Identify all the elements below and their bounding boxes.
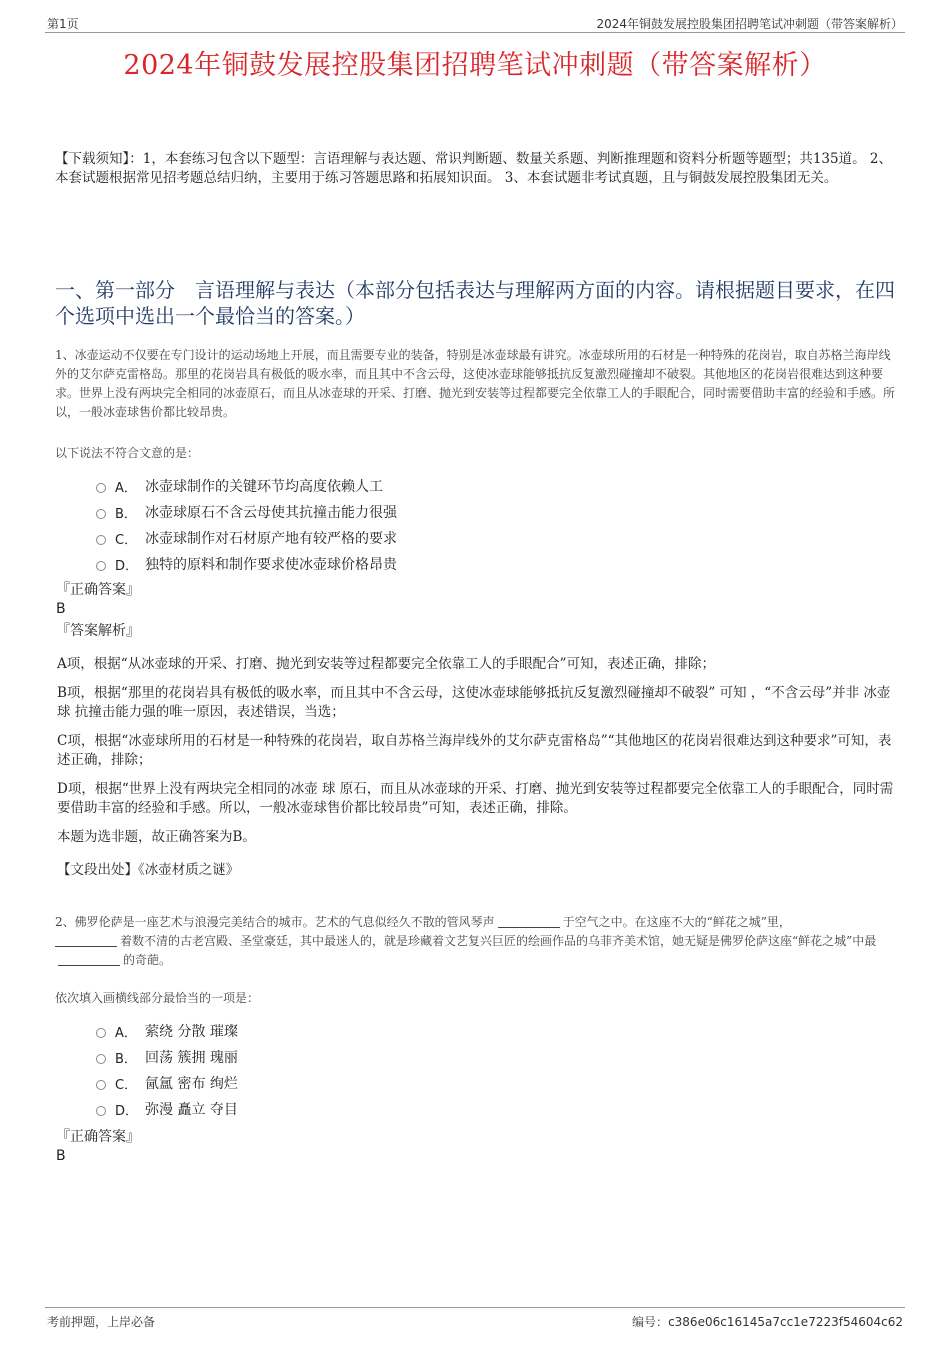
radio-icon[interactable] xyxy=(96,1054,106,1064)
option-letter: D． xyxy=(115,558,139,574)
question-2-options xyxy=(96,1018,238,1122)
footer-slogan: 考前押题，上岸必备 xyxy=(47,1315,156,1329)
radio-icon[interactable] xyxy=(96,1028,106,1038)
page-title: 2024年铜鼓发展控股集团招聘笔试冲刺题（带答案解析） xyxy=(123,50,827,81)
option-text: 氤氲 密布 绚烂 xyxy=(145,1076,238,1092)
question-1-options xyxy=(96,473,397,577)
question-1-analysis xyxy=(57,655,898,890)
question-2-option-c[interactable] xyxy=(96,1070,238,1096)
question-2-option-d[interactable] xyxy=(96,1096,238,1122)
page-header xyxy=(45,14,905,33)
option-text: 萦绕 分散 璀璨 xyxy=(145,1024,238,1040)
header-doc-title: 2024年铜鼓发展控股集团招聘笔试冲刺题（带答案解析） xyxy=(596,17,903,31)
question-1-option-d[interactable] xyxy=(96,551,397,577)
option-letter: C． xyxy=(115,1077,138,1093)
option-letter: A． xyxy=(115,1025,137,1041)
page-footer xyxy=(45,1307,905,1328)
answer-label: 『正确答案』 xyxy=(56,1129,140,1145)
analysis-item-d: D项，根据“世界上没有两块完全相同的冰壶 球 原石，而且从冰壶球的开采、打磨、抛光到安装等过程都要完全依靠工人的手眼配合，同时需要借助丰富的经验和手感。所以，一般冰壶球售价都比较昂贵”可知，表述正确，排除。 xyxy=(57,781,894,816)
question-2-text-part: 着数不清的古老宫殿、圣堂豪廷，其中最迷人的，就是珍藏着文艺复兴巨匠的绘画作品的乌菲齐美术馆，她无疑是佛罗伦萨这座“鲜花之城”中最 xyxy=(120,934,877,948)
page-number: 第1页 xyxy=(47,17,79,31)
radio-icon[interactable] xyxy=(96,561,106,571)
option-letter: B． xyxy=(115,1051,137,1067)
source-citation: 【文段出处】《冰壶材质之谜》 xyxy=(57,862,240,878)
answer-value: B xyxy=(56,601,66,617)
question-1-answer-block xyxy=(56,581,140,641)
radio-icon[interactable] xyxy=(96,483,106,493)
option-text: 弥漫 矗立 夺目 xyxy=(145,1102,238,1118)
question-1-text: 1、冰壶运动不仅要在专门设计的运动场地上开展，而且需要专业的装备，特别是冰壶球最有讲究。冰壶球所用的石材是一种特殊的花岗岩，取自苏格兰海岸线外的艾尔萨克雷格岛。那里的花岗岩具有极低的吸水率，而且其中不含云母，这使冰壶球能够抵抗反复激烈碰撞却不破裂。其他地区的花岗岩很难达到这种要求。世界上没有两块完全相同的冰壶原石，而且从冰壶球的开采、打磨、抛光到安装等过程都要完全依靠工人的手眼配合，同时需要借助丰富的经验和手感。所以，一般冰壶球售价都比较昂贵。 xyxy=(55,348,896,419)
analysis-item-b: B项，根据“那里的花岗岩具有极低的吸水率，而且其中不含云母，这使冰壶球能够抵抗反复激烈碰撞却不破裂” 可知 ，“不含云母”并非 冰壶球 抗撞击能力强的唯一原因，表述错误，当选； xyxy=(57,685,891,720)
question-2-prompt: 依次填入画横线部分最恰当的一项是： xyxy=(55,991,260,1005)
question-1-option-a[interactable] xyxy=(96,473,397,499)
footer-code xyxy=(632,1313,903,1330)
option-text: 独特的原料和制作要求使冰壶球价格昂贵 xyxy=(145,557,397,573)
radio-icon[interactable] xyxy=(96,1106,106,1116)
question-1-prompt: 以下说法不符合文意的是： xyxy=(55,446,200,460)
footer-code-label: 编号： xyxy=(632,1315,669,1329)
option-letter: A． xyxy=(115,480,137,496)
question-2-answer-block xyxy=(56,1128,140,1166)
answer-value: B xyxy=(56,1148,66,1164)
analysis-item-c: C项，根据“冰壶球所用的石材是一种特殊的花岗岩，取自苏格兰海岸线外的艾尔萨克雷格岛”“其他地区的花岗岩很难达到这种要求”可知，表述正确，排除； xyxy=(57,733,892,768)
option-text: 冰壶球制作的关键环节均高度依赖人工 xyxy=(145,479,383,495)
option-text: 冰壶球制作对石材原产地有较严格的要求 xyxy=(145,531,397,547)
option-text: 回荡 簇拥 瑰丽 xyxy=(145,1050,238,1066)
question-2-text xyxy=(55,913,898,970)
question-2-text-part: 2、佛罗伦萨是一座艺术与浪漫完美结合的城市。艺术的气息似经久不散的管风琴声 xyxy=(55,915,495,929)
section-title: 一、第一部分 言语理解与表达（本部分包括表达与理解两方面的内容。请根据题目要求，在四个选项中选出一个最恰当的答案。） xyxy=(55,278,895,328)
question-1-option-c[interactable] xyxy=(96,525,397,551)
option-letter: D． xyxy=(115,1103,139,1119)
answer-label: 『正确答案』 xyxy=(56,582,140,598)
question-2-text-part: 的奇葩。 xyxy=(123,953,172,967)
option-letter: B． xyxy=(115,506,137,522)
question-2-option-a[interactable] xyxy=(96,1018,238,1044)
option-text: 冰壶球原石不含云母使其抗撞击能力很强 xyxy=(145,505,397,521)
analysis-conclusion: 本题为选非题，故正确答案为B。 xyxy=(57,829,256,845)
radio-icon[interactable] xyxy=(96,1080,106,1090)
radio-icon[interactable] xyxy=(96,509,106,519)
question-1-option-b[interactable] xyxy=(96,499,397,525)
radio-icon[interactable] xyxy=(96,535,106,545)
question-2-option-b[interactable] xyxy=(96,1044,238,1070)
footer-code-value: c386e06c16145a7cc1e7223f54604c62 xyxy=(668,1315,903,1329)
fill-blank xyxy=(498,915,560,928)
analysis-item-a: A项，根据“从冰壶球的开采、打磨、抛光到安装等过程都要完全依靠工人的手眼配合”可知，表述正确，排除； xyxy=(57,656,716,672)
download-notice: 【下载须知】：1，本套练习包含以下题型：言语理解与表达题、常识判断题、数量关系题、判断推理题和资料分析题等题型；共135道。 2、本套试题根据常见招考题总结归纳，主要用于练习答题思路和拓展知识面。 3、本套试题非考试真题，且与铜鼓发展控股集团无关。 xyxy=(55,151,892,186)
fill-blank xyxy=(58,953,120,966)
fill-blank xyxy=(55,934,117,947)
option-letter: C． xyxy=(115,532,138,548)
analysis-label: 『答案解析』 xyxy=(56,623,140,639)
question-2-text-part: 于空气之中。在这座不大的“鲜花之城”里， xyxy=(562,915,791,929)
